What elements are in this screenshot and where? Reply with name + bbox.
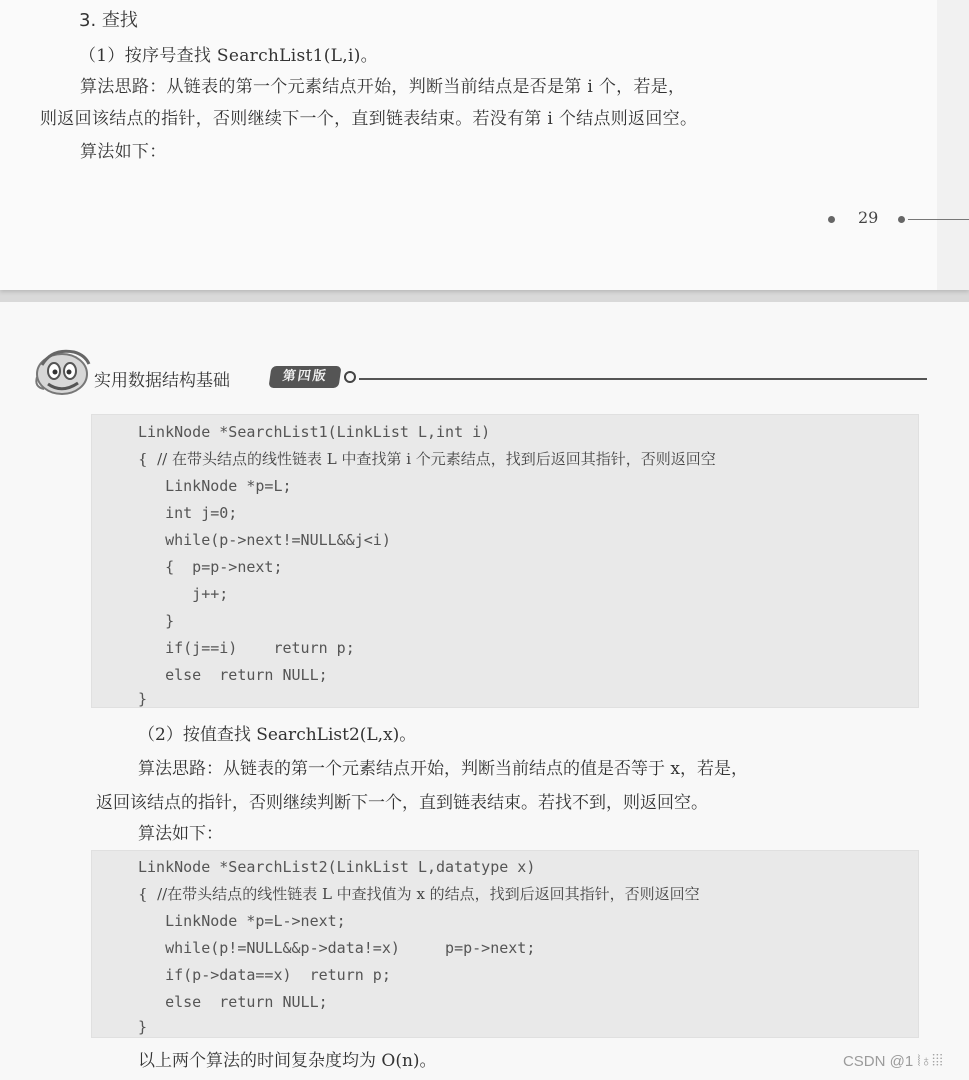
search-by-index-code-block: [91, 414, 919, 708]
page-number: 29: [858, 208, 879, 227]
code-line: LinkNode *p=L;: [138, 477, 292, 495]
algorithm-idea-line-2: 则返回该结点的指针，否则继续下一个，直到链表结束。若没有第 i 个结点则返回空。: [40, 109, 698, 129]
code-line: if(j==i) return p;: [138, 639, 355, 657]
code-line: j++;: [138, 585, 229, 603]
page-number-left-dot-icon: [828, 216, 835, 223]
code-line: }: [138, 1018, 148, 1036]
mascot-icon: [34, 346, 92, 396]
code-line: { p=p->next;: [138, 558, 283, 576]
algorithm-idea-2-line-1: 算法思路：从链表的第一个元素结点开始，判断当前结点的值是否等于 x，若是，: [138, 759, 748, 779]
previous-book-page: [0, 0, 969, 290]
page-number-rule: [908, 219, 969, 220]
csdn-watermark: CSDN @1 ⦚♁⦙⦙⦙: [839, 1051, 947, 1072]
algorithm-label: 算法如下：: [80, 142, 167, 162]
header-circle-icon: [344, 371, 356, 383]
code-comment-line: { // 在带头结点的线性链表 L 中查找第 i 个元素结点，找到后返回其指针，否则返回空: [138, 450, 716, 468]
section-heading: 3. 查找: [79, 10, 138, 31]
code-line: LinkNode *SearchList1(LinkList L,int i): [138, 423, 491, 441]
page-number-area: [825, 207, 969, 231]
algorithm-idea-2-line-2: 返回该结点的指针，否则继续判断下一个，直到链表结束。若找不到，则返回空。: [96, 793, 708, 813]
code-line: else return NULL;: [138, 666, 328, 684]
code-line: if(p->data==x) return p;: [138, 966, 391, 984]
code-line: }: [138, 612, 175, 630]
algorithm-label-2: 算法如下：: [138, 824, 223, 844]
code-line: else return NULL;: [138, 993, 328, 1011]
code-line: LinkNode *p=L->next;: [138, 912, 346, 930]
book-running-header: [34, 346, 934, 394]
code-line: while(p->next!=NULL&&j<i): [138, 531, 391, 549]
header-rule: [359, 378, 927, 380]
subsection-2-title: （2）按值查找 SearchList2(L,x)。: [138, 725, 417, 745]
book-title: 实用数据结构基础: [94, 371, 230, 391]
page-number-right-dot-icon: [898, 216, 905, 223]
page-edge-strip: [937, 0, 969, 290]
code-line: int j=0;: [138, 504, 238, 522]
edition-badge: 第四版: [268, 366, 341, 388]
complexity-conclusion: 以上两个算法的时间复杂度均为 O(n)。: [138, 1051, 437, 1071]
code-comment-line: { //在带头结点的线性链表 L 中查找值为 x 的结点，找到后返回其指针，否则返回空: [138, 885, 700, 903]
code-line: }: [138, 690, 148, 708]
code-line: LinkNode *SearchList2(LinkList L,datatype x): [138, 858, 536, 876]
algorithm-idea-line-1: 算法思路：从链表的第一个元素结点开始，判断当前结点是否是第 i 个，若是，: [80, 77, 686, 97]
code-line: while(p!=NULL&&p->data!=x) p=p->next;: [138, 939, 536, 957]
subsection-1-title: （1）按序号查找 SearchList1(L,i)。: [79, 46, 378, 66]
search-by-value-code-block: [91, 850, 919, 1038]
